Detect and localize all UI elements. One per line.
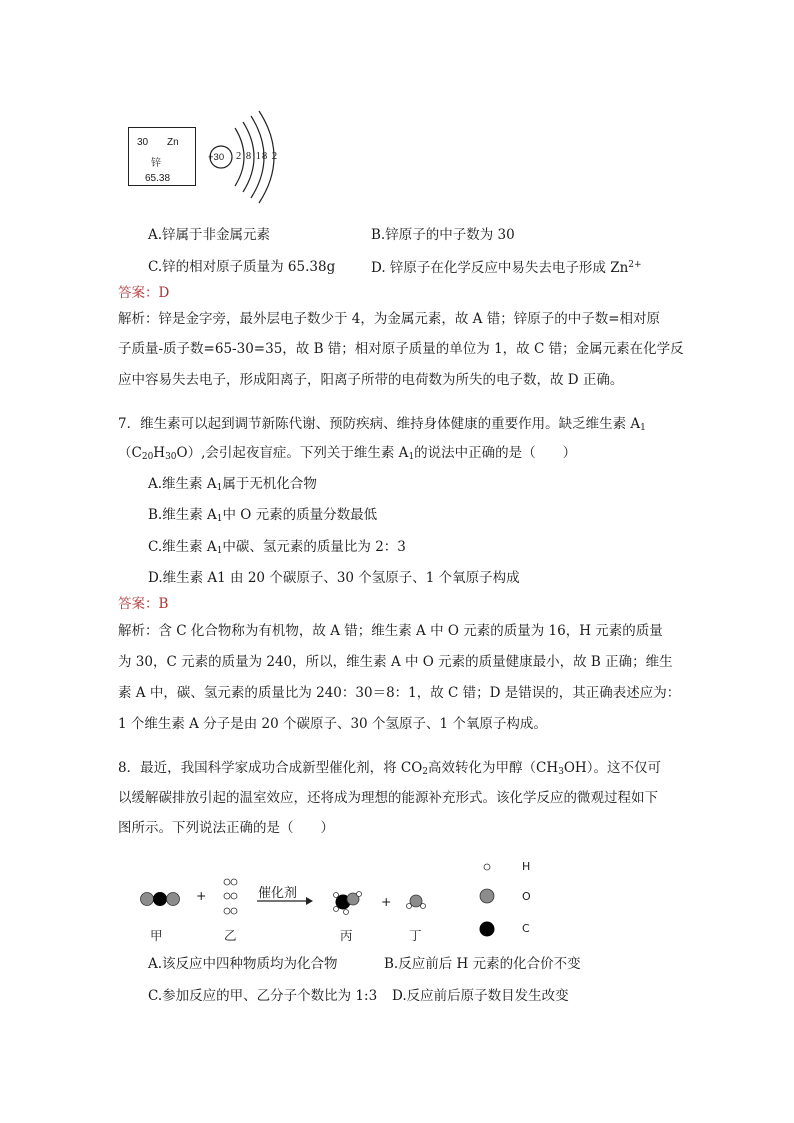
q6-explanation-line-2: 子质量-质子数=65-30=35，故 B 错；相对原子质量的单位为 1，故 C 错；金属元素在化学反: [118, 341, 684, 357]
molecules-yi-h2: [224, 879, 237, 914]
label-bing: 丙: [340, 928, 353, 943]
q7-option-d: D.维生素 A1 由 20 个碳原子、30 个氢原子、1 个氧原子构成: [148, 570, 520, 586]
molecule-ding-h2o: [407, 895, 426, 909]
q8-stem-line-1: 8．最近，我国科学家成功合成新型催化剂，将 $CO_2$高效转化为甲醇$(CH_3OH)$。这不仅可: [118, 760, 661, 777]
q7-stem-line-1: 7．维生素可以起到调节新陈代谢、预防疾病、维持身体健康的重要作用。缺乏维生素 $A_1$: [118, 416, 646, 433]
plus-sign-1: +: [196, 888, 207, 903]
q7-option-b: B.维生素 $A_1$中 O 元素的质量分数最低: [148, 507, 378, 524]
q6-answer: 答案：D: [118, 285, 170, 301]
oxygen-atom: [167, 893, 180, 906]
plus-sign-2: +: [381, 894, 392, 909]
legend-c: C: [522, 922, 530, 935]
label-jia: 甲: [150, 928, 163, 943]
atom-legend: [480, 864, 495, 937]
q8-option-c: C.参加反应的甲、乙分子个数比为 1:3: [148, 988, 378, 1004]
q7-explanation-line-3: 素 A 中，碳、氢元素的质量比为 240：30＝8：1，故 C 错；D 是错误的，其正确表述应为：: [118, 685, 681, 701]
q7-option-c: C.维生素 $A_1$中碳、氢元素的质量比为 2：3: [148, 539, 406, 556]
carbon-legend-dot: [480, 922, 495, 937]
q7-stem-line-2: $(C_{20}H_{30}O)$,会引起夜盲症。下列关于维生素 $A_1$的说法中正确的是（ ）: [118, 445, 577, 462]
q8-stem-line-2: 以缓解碳排放引起的温室效应，还将成为理想的能源补充形式。该化学反应的微观过程如下: [118, 790, 658, 806]
q6-option-b: B.锌原子的中子数为 30: [371, 227, 515, 243]
q6-explanation-line-3: 应中容易失去电子，形成阳离子，阳离子所带的电荷数为所失的电子数，故 D 正确。: [118, 372, 624, 388]
q6-option-c: C.锌的相对原子质量为 65.38g: [148, 259, 336, 275]
oxygen-atom: [141, 893, 154, 906]
oxygen-legend-dot: [480, 889, 494, 903]
hydrogen-legend-dot: [484, 864, 490, 870]
q7-answer: 答案：B: [118, 596, 169, 612]
molecule-bing-ch3oh: [334, 892, 362, 915]
q8-option-b: B.反应前后 H 元素的化合价不变: [384, 956, 581, 972]
q8-stem-line-3: 图所示。下列说法正确的是（ ）: [118, 820, 334, 836]
q8-option-d: D.反应前后原子数目发生改变: [392, 988, 569, 1004]
element-name: 锌: [151, 158, 161, 169]
legend-h: H: [522, 860, 531, 873]
carbon-atom: [153, 892, 167, 906]
legend-o: O: [522, 890, 531, 903]
label-yi: 乙: [224, 928, 237, 943]
molecule-jia-co2: [141, 892, 180, 906]
shell-electrons: 2 8 18 2: [236, 151, 279, 162]
nucleus-charge: +30: [208, 152, 225, 163]
q8-option-a: A.该反应中四种物质均为化合物: [148, 956, 338, 972]
atomic-number: 30: [137, 137, 149, 148]
q7-explanation-line-1: 解析：含 C 化合物称为有机物，故 A 错；维生素 A 中 O 元素的质量为 16，H 元素的质量: [118, 623, 663, 639]
label-ding: 丁: [409, 928, 422, 943]
q6-option-a: A.锌属于非金属元素: [148, 227, 271, 243]
q6-option-d: D. 锌原子在化学反应中易失去电子形成 $Zn^{2+}$: [371, 260, 642, 276]
q7-explanation-line-4: 1 个维生素 A 分子是由 20 个碳原子、30 个氢原子、1 个氧原子构成。: [118, 716, 547, 732]
q7-explanation-line-2: 为 30，C 元素的质量为 240，所以，维生素 A 中 O 元素的质量健康最小，故 B 正确；维生: [118, 654, 673, 670]
element-card: [128, 127, 196, 186]
q6-explanation-line-1: 解析：锌是金字旁，最外层电子数少于 4，为金属元素，故 A 错；锌原子的中子数=相对原: [118, 311, 661, 327]
atomic-mass: 65.38: [145, 173, 171, 184]
element-symbol: Zn: [167, 137, 179, 148]
catalyst-label: 催化剂: [258, 886, 298, 901]
q7-option-a: A.维生素 $A_1$属于无机化合物: [148, 476, 317, 493]
